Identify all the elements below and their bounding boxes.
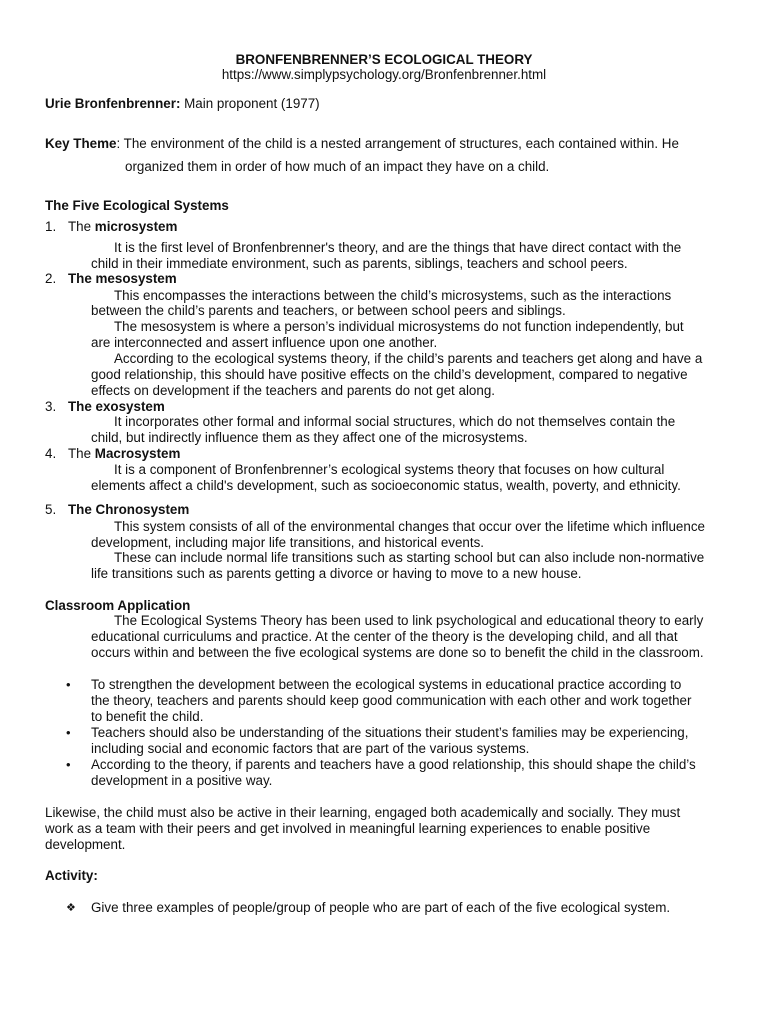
classroom-text-line: educational curriculums and practice. At the center of the theory is the developing child, and all that (91, 629, 678, 644)
bullet-text-line: development in a positive way. (91, 773, 273, 788)
key-theme-text: : The environment of the child is a nested arrangement of structures, each contained within. He (116, 136, 679, 151)
classroom-text-line: occurs within and between the five ecological systems are done so to benefit the child in the classroom. (91, 645, 704, 660)
macro-text-line: elements affect a child's development, such as socioeconomic status, wealth, poverty, and ethnicity. (91, 478, 681, 493)
chrono-number: 5. (45, 502, 57, 517)
meso-text-line: are interconnected and assert influence upon one another. (91, 335, 438, 350)
bullet-text-line: To strengthen the development between the ecological systems in educational practice according to (91, 677, 682, 692)
meso-heading: The mesosystem (68, 271, 177, 286)
chrono-text-line: These can include normal life transitions such as starting school but can also include non-normative (114, 550, 705, 565)
meso-text-line: effects on development if the teachers and parents do not get along. (91, 383, 495, 398)
bullet-text-line: to benefit the child. (91, 709, 204, 724)
exo-text-line: It incorporates other formal and informal social structures, which do not themselves contain the (114, 414, 676, 429)
micro-number: 1. (45, 219, 57, 234)
macro-heading (68, 446, 180, 462)
systems-heading: The Five Ecological Systems (45, 198, 229, 213)
micro-text-line: It is the first level of Bronfenbrenner's theory, and are the things that have direct contact with the (114, 240, 682, 255)
macro-number: 4. (45, 446, 57, 461)
activity-heading: Activity: (45, 868, 98, 883)
meso-text-line: The mesosystem is where a person’s individual microsystems do not function independently, but (114, 319, 684, 334)
bullet-text-line: According to the theory, if parents and teachers have a good relationship, this should shape the child’s (91, 757, 696, 772)
source-url: https://www.simplypsychology.org/Bronfenbrenner.html (221, 67, 547, 82)
activity-item: Give three examples of people/group of people who are part of each of the five ecological system. (91, 900, 671, 915)
bullet-dot: • (66, 757, 71, 772)
document-title: BRONFENBRENNER’S ECOLOGICAL THEORY (235, 52, 533, 67)
bullet-text-line: Teachers should also be understanding of the situations their student’s families may be experiencing, (91, 725, 689, 740)
chrono-heading: The Chronosystem (68, 502, 190, 517)
classroom-heading: Classroom Application (45, 598, 191, 613)
meso-text-line: between the child’s parents and teachers, or between school peers and siblings. (91, 303, 566, 318)
micro-text-line: child in their immediate environment, such as parents, siblings, teachers and school peers. (91, 256, 628, 271)
meso-text-line: This encompasses the interactions between the child’s microsystems, such as the interactions (114, 288, 672, 303)
proponent-label: Urie Bronfenbrenner: (45, 96, 181, 111)
chrono-text-line: development, including major life transitions, and historical events. (91, 535, 484, 550)
bullet-text-line: including social and economic factors that are part of the various systems. (91, 741, 530, 756)
meso-number: 2. (45, 271, 57, 286)
bullet-dot: • (66, 677, 71, 692)
bullet-text-line: the theory, teachers and parents should keep good communication with each other and work together (91, 693, 692, 708)
key-theme-label: Key Theme (45, 136, 117, 151)
closing-text-line: development. (45, 837, 126, 852)
proponent-text: Main proponent (1977) (184, 96, 320, 111)
meso-text-line: According to the ecological systems theory, if the child’s parents and teachers get along and have a (114, 351, 703, 366)
micro-prefix: The (68, 219, 95, 234)
exo-heading: The exosystem (68, 399, 165, 414)
key-theme-continuation: organized them in order of how much of an impact they have on a child. (125, 159, 550, 174)
bullet-dot: • (66, 725, 71, 740)
closing-text-line: work as a team with their peers and get involved in meaningful learning experiences to enable positive (45, 821, 651, 836)
chrono-text-line: life transitions such as parents getting a divorce or having to move to a new house. (91, 566, 582, 581)
micro-heading (68, 219, 177, 235)
chrono-text-line: This system consists of all of the environmental changes that occur over the lifetime which influence (114, 519, 705, 534)
exo-number: 3. (45, 399, 57, 414)
closing-text-line: Likewise, the child must also be active in their learning, engaged both academically and socially. They must (45, 805, 681, 820)
micro-name: microsystem (94, 219, 178, 234)
macro-text-line: It is a component of Bronfenbrenner’s ecological systems theory that focuses on how cultural (114, 462, 665, 477)
proponent-line (45, 96, 320, 112)
macro-name: Macrosystem (94, 446, 181, 461)
exo-text-line: child, but indirectly influence them as they affect one of the microsystems. (91, 430, 528, 445)
classroom-text-line: The Ecological Systems Theory has been used to link psychological and educational theory to early (114, 613, 704, 628)
meso-text-line: good relationship, this should have positive effects on the child’s development, compared to negative (91, 367, 688, 382)
macro-prefix: The (68, 446, 95, 461)
key-theme-line (45, 136, 679, 152)
diamond-bullet-icon: ❖ (66, 901, 76, 914)
